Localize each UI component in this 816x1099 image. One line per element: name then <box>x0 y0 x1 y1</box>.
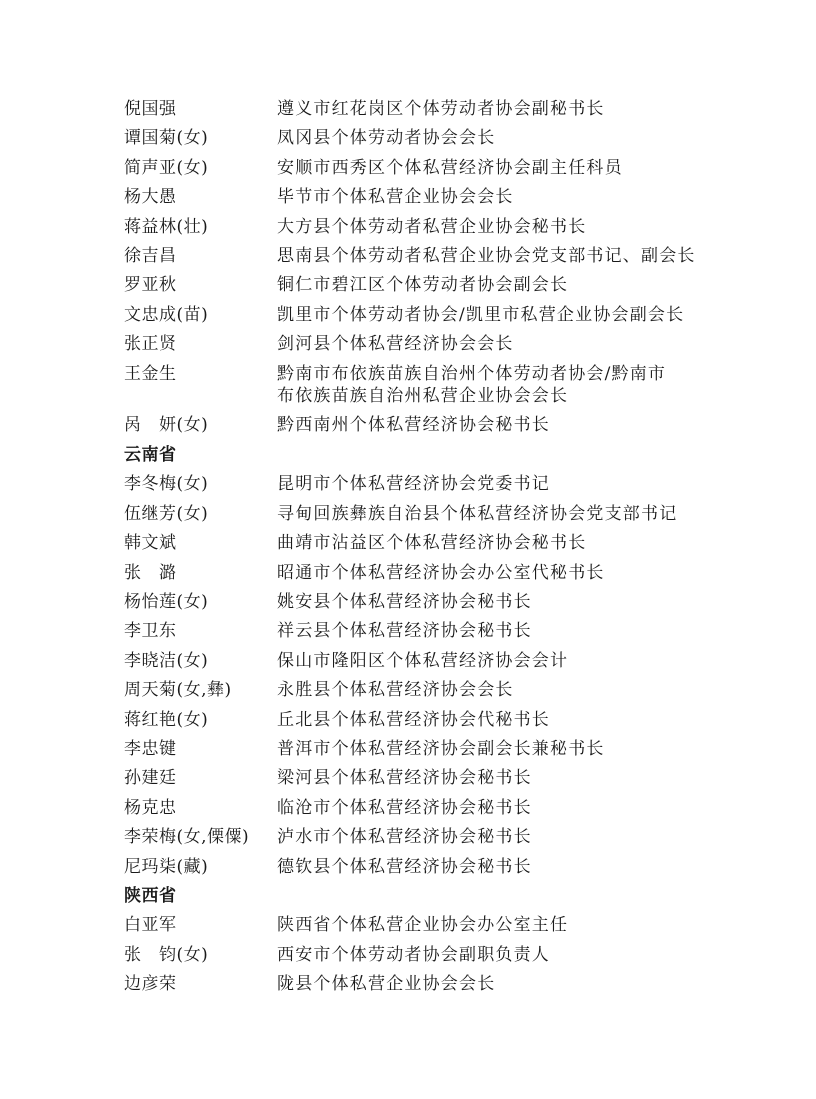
list-item <box>124 274 704 296</box>
member-name: 文忠成(苗) <box>124 304 209 325</box>
list-item <box>124 363 704 408</box>
member-name: 李荣梅(女,傈僳) <box>124 827 250 848</box>
member-list <box>124 98 704 1003</box>
member-title: 西安市个体劳动者协会副职负责人 <box>277 944 550 965</box>
province-heading: 陕西省 <box>124 885 177 906</box>
member-name: 边彦荣 <box>124 974 177 995</box>
member-title: 保山市隆阳区个体私营经济协会会计 <box>277 650 569 671</box>
list-item <box>124 562 704 584</box>
member-name: 白亚军 <box>124 915 177 936</box>
list-item <box>124 532 704 554</box>
list-item <box>124 679 704 701</box>
member-name: 徐吉昌 <box>124 246 177 267</box>
member-title: 陕西省个体私营企业协会办公室主任 <box>277 915 569 936</box>
member-title: 寻甸回族彝族自治县个体私营经济协会党支部书记 <box>277 503 678 524</box>
member-title: 德钦县个体私营经济协会秘书长 <box>277 856 532 877</box>
member-name: 伍继芳(女) <box>124 503 209 524</box>
member-name: 呙 妍(女) <box>124 415 209 436</box>
member-title: 祥云县个体私营经济协会秘书长 <box>277 621 532 642</box>
list-item <box>124 620 704 642</box>
list-item <box>124 914 704 936</box>
list-item <box>124 98 704 120</box>
member-name: 张正贤 <box>124 334 177 355</box>
member-name: 蒋红艳(女) <box>124 709 209 730</box>
member-name: 尼玛柒(藏) <box>124 856 209 877</box>
member-name: 周天菊(女,彝) <box>124 680 232 701</box>
member-title: 剑河县个体私营经济协会会长 <box>277 334 514 355</box>
list-item <box>124 944 704 966</box>
member-name: 杨怡莲(女) <box>124 591 209 612</box>
list-item <box>124 127 704 149</box>
member-name: 孙建廷 <box>124 768 177 789</box>
list-item <box>124 414 704 436</box>
member-title: 凤冈县个体劳动者协会会长 <box>277 128 496 149</box>
member-name: 李卫东 <box>124 621 177 642</box>
member-name: 谭国菊(女) <box>124 128 209 149</box>
list-item <box>124 856 704 878</box>
member-title: 凯里市个体劳动者协会/凯里市私营企业协会副会长 <box>277 304 685 325</box>
member-name: 韩文斌 <box>124 533 177 554</box>
list-item <box>124 973 704 995</box>
list-item <box>124 709 704 731</box>
list-item <box>124 503 704 525</box>
member-name: 杨大愚 <box>124 187 177 208</box>
list-item <box>124 186 704 208</box>
list-item <box>124 216 704 238</box>
member-title: 陇县个体私营企业协会会长 <box>277 974 496 995</box>
member-title: 永胜县个体私营经济协会会长 <box>277 680 514 701</box>
province-heading: 云南省 <box>124 444 177 465</box>
member-name: 简声亚(女) <box>124 157 209 178</box>
member-title: 昭通市个体私营经济协会办公室代秘书长 <box>277 562 605 583</box>
member-name: 李忠键 <box>124 738 177 759</box>
member-name: 李冬梅(女) <box>124 474 209 495</box>
member-title: 安顺市西秀区个体私营经济协会副主任科员 <box>277 157 623 178</box>
member-name: 杨克忠 <box>124 797 177 818</box>
member-name: 罗亚秋 <box>124 275 177 296</box>
list-item <box>124 797 704 819</box>
member-title: 丘北县个体私营经济协会代秘书长 <box>277 709 550 730</box>
list-item <box>124 591 704 613</box>
member-title: 梁河县个体私营经济协会秘书长 <box>277 768 532 789</box>
member-title: 黔南市布依族苗族自治州个体劳动者协会/黔南市 布依族苗族自治州私营企业协会会长 <box>277 363 667 407</box>
list-item <box>124 245 704 267</box>
member-title: 遵义市红花岗区个体劳动者协会副秘书长 <box>277 99 605 119</box>
member-title: 泸水市个体私营经济协会秘书长 <box>277 827 532 848</box>
member-title: 大方县个体劳动者私营企业协会秘书长 <box>277 216 587 237</box>
member-name: 蒋益林(壮) <box>124 216 209 237</box>
member-title: 姚安县个体私营经济协会秘书长 <box>277 591 532 612</box>
member-name: 张 潞 <box>124 562 177 583</box>
member-title: 普洱市个体私营经济协会副会长兼秘书长 <box>277 738 605 759</box>
member-title: 毕节市个体私营企业协会会长 <box>277 187 514 208</box>
member-title: 曲靖市沾益区个体私营经济协会秘书长 <box>277 533 587 554</box>
list-item <box>124 473 704 495</box>
member-name: 张 钧(女) <box>124 944 209 965</box>
member-name: 李晓洁(女) <box>124 650 209 671</box>
member-title: 昆明市个体私营经济协会党委书记 <box>277 474 550 495</box>
member-title: 铜仁市碧江区个体劳动者协会副会长 <box>277 275 569 296</box>
list-item <box>124 826 704 848</box>
member-title: 临沧市个体私营经济协会秘书长 <box>277 797 532 818</box>
list-item <box>124 650 704 672</box>
member-name: 倪国强 <box>124 99 177 119</box>
member-name: 王金生 <box>124 363 177 384</box>
list-item <box>124 157 704 179</box>
list-item <box>124 333 704 355</box>
list-item <box>124 304 704 326</box>
member-title: 思南县个体劳动者私营企业协会党支部书记、副会长 <box>277 246 696 267</box>
list-item <box>124 767 704 789</box>
list-item <box>124 738 704 760</box>
member-title: 黔西南州个体私营经济协会秘书长 <box>277 415 550 436</box>
